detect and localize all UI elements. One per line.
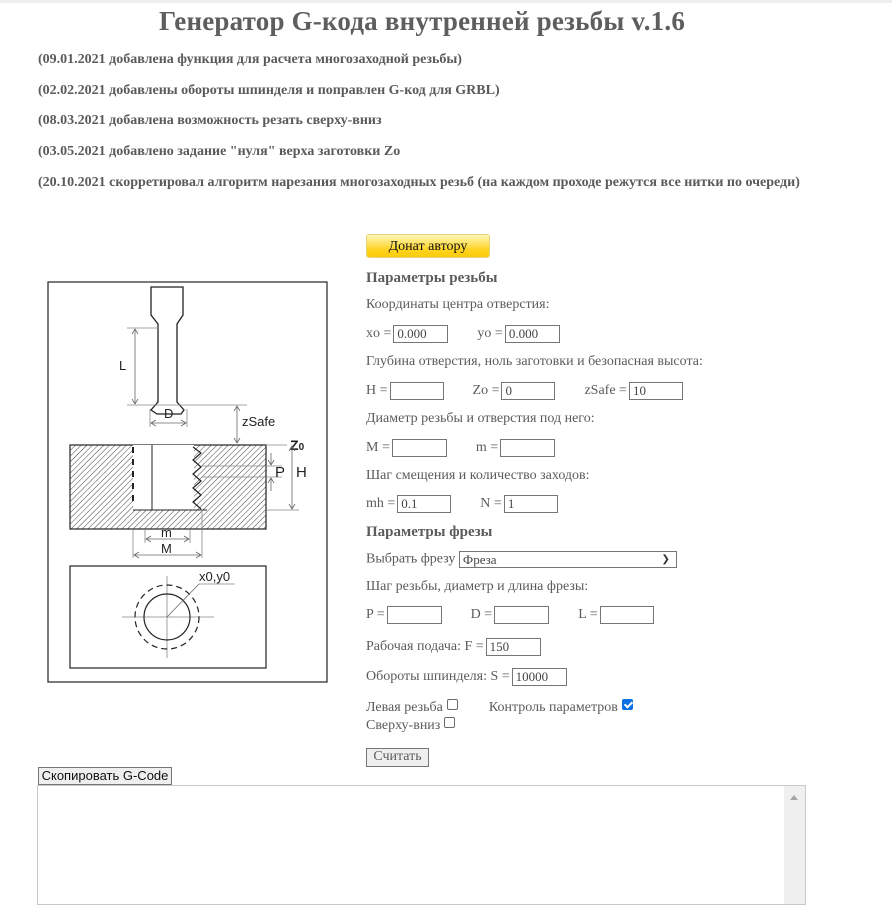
changelog-item: (02.02.2021 добавлены обороты шпинделя и поправлен G-код для GRBL) bbox=[38, 83, 500, 98]
changelog-item: (20.10.2021 скорретировал алгоритм нарезания многозаходных резьб (на каждом проходе режутся все нитки по очереди) bbox=[38, 175, 800, 190]
diameter-row bbox=[366, 439, 555, 457]
xo-input[interactable] bbox=[393, 325, 448, 343]
top-down-row bbox=[366, 718, 455, 734]
top-down-label: Сверху-вниз bbox=[366, 718, 441, 733]
d-label: D = bbox=[470, 607, 493, 623]
center-label: Координаты центра отверстия: bbox=[366, 297, 550, 312]
label-d: D bbox=[164, 406, 174, 421]
n-label: N = bbox=[480, 496, 502, 512]
p-input[interactable] bbox=[387, 606, 442, 624]
h-input[interactable] bbox=[390, 382, 444, 400]
top-down-checkbox[interactable] bbox=[444, 717, 455, 728]
diameter-label: Диаметр резьбы и отверстия под него: bbox=[366, 411, 595, 426]
cutter-select-label: Выбрать фрезу bbox=[366, 551, 456, 567]
label-zsafe: zSafe bbox=[242, 414, 276, 429]
cutter-select-row bbox=[366, 551, 677, 568]
yo-input[interactable] bbox=[505, 325, 560, 343]
feed-input[interactable] bbox=[486, 638, 541, 656]
yo-label: yo = bbox=[477, 326, 503, 342]
spindle-input[interactable] bbox=[512, 668, 567, 686]
textarea-scrollbar[interactable] bbox=[784, 786, 805, 904]
gcode-output-textarea[interactable] bbox=[37, 785, 806, 905]
top-border bbox=[0, 0, 892, 3]
page-title: Генератор G-кода внутренней резьбы v.1.6 bbox=[158, 6, 686, 36]
label-m-small: m bbox=[161, 525, 172, 540]
xo-label: xo = bbox=[366, 326, 392, 342]
changelog-item: (08.03.2021 добавлена возможность резать сверху-вниз bbox=[38, 113, 382, 128]
zsafe-label: zSafe = bbox=[584, 383, 627, 399]
label-z0: Z0 bbox=[290, 437, 305, 453]
l-label: L = bbox=[578, 607, 598, 623]
thread-milling-diagram bbox=[47, 281, 328, 684]
p-label: P = bbox=[366, 607, 385, 623]
l-input[interactable] bbox=[600, 606, 654, 624]
cutter-select-value: Фреза bbox=[462, 552, 497, 567]
depth-row bbox=[366, 382, 683, 400]
label-h: H bbox=[296, 464, 307, 481]
param-control-checkbox[interactable] bbox=[622, 699, 633, 710]
left-thread-checkbox[interactable] bbox=[447, 699, 458, 710]
label-l: L bbox=[119, 358, 127, 373]
h-label: H = bbox=[366, 383, 388, 399]
calculate-button[interactable]: Считать bbox=[366, 748, 429, 767]
chevron-down-icon: ❯ bbox=[661, 554, 670, 565]
zo-input[interactable] bbox=[501, 382, 555, 400]
cutter-select[interactable] bbox=[459, 551, 677, 568]
step-label: Шаг смещения и количество заходов: bbox=[366, 468, 590, 483]
pitch-label: Шаг резьбы, диаметр и длина фрезы: bbox=[366, 579, 589, 594]
donate-button[interactable]: Донат автору bbox=[366, 234, 490, 258]
m-label: m = bbox=[475, 440, 499, 456]
left-thread-label: Левая резьба bbox=[366, 700, 443, 715]
scroll-up-arrow-icon[interactable] bbox=[790, 795, 798, 800]
depth-label: Глубина отверстия, ноль заготовки и безопасная высота: bbox=[366, 354, 703, 369]
param-control-label: Контроль параметров bbox=[488, 700, 618, 715]
changelog-item: (03.05.2021 добавлено задание "нуля" верха заготовки Zo bbox=[38, 144, 401, 159]
mh-input[interactable] bbox=[397, 495, 451, 513]
m-input[interactable] bbox=[500, 439, 555, 457]
zo-label: Zo = bbox=[472, 383, 500, 399]
center-row bbox=[366, 325, 560, 343]
options-row bbox=[366, 700, 633, 716]
mh-label: mh = bbox=[366, 496, 396, 512]
zsafe-input[interactable] bbox=[629, 382, 683, 400]
label-xy: x0,y0 bbox=[199, 569, 231, 584]
copy-gcode-button[interactable]: Скопировать G-Code bbox=[38, 767, 172, 785]
changelog-item: (09.01.2021 добавлена функция для расчета многозаходной резьбы) bbox=[38, 52, 462, 67]
cutter-params-title: Параметры фрезы bbox=[366, 524, 493, 540]
label-m-large: M bbox=[161, 541, 172, 556]
spindle-label: Обороты шпинделя: S = bbox=[366, 669, 510, 685]
label-p: P bbox=[275, 464, 286, 481]
M-label: M = bbox=[366, 440, 390, 456]
spindle-row bbox=[366, 668, 567, 686]
thread-params-title: Параметры резьбы bbox=[366, 270, 498, 286]
step-row bbox=[366, 495, 558, 513]
M-input[interactable] bbox=[392, 439, 447, 457]
feed-label: Рабочая подача: F = bbox=[366, 639, 484, 655]
feed-row bbox=[366, 638, 541, 656]
d-input[interactable] bbox=[494, 606, 549, 624]
pitch-row bbox=[366, 606, 654, 624]
n-input[interactable] bbox=[504, 495, 558, 513]
